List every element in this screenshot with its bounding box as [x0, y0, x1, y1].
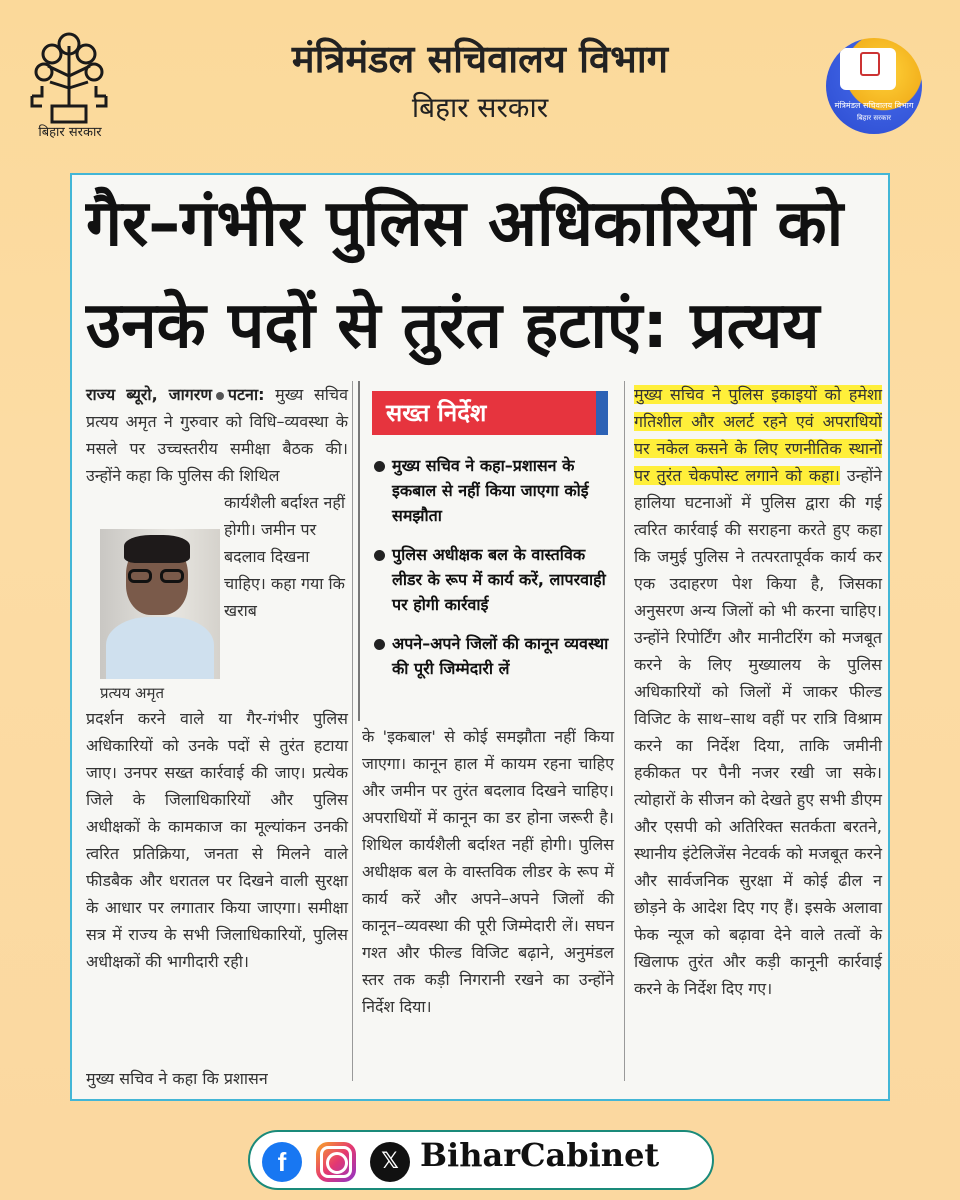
badge-title: मंत्रिमंडल सचिवालय विभाग	[834, 101, 914, 110]
column-1-body: प्रदर्शन करने वाले या गैर-गंभीर पुलिस अधिकारियों को उनके पदों से तुरंत हटाया जाए। उनपर सख्त कार्रवाई की जाए। प्रत्येक जिले के जिलाधिकारियों और पुलिस अधीक्षकों के कामकाज का मूल्यांकन उनकी त्वरित प्रतिक्रिया, जनता से मिलने वाले फीडबैक और धरातल पर दिखने वाली सुरक्षा के आधार पर लगातार किया जाएगा। समीक्षा सत्र में राज्य के सभी जिलाधिकारियों, पुलिस अधीक्षकों की भागीदारी रही।	[86, 709, 348, 971]
lead-text: मुख्य सचिव प्रत्यय अमृत ने गुरुवार को विधि–व्यवस्था के मसले पर उच्चस्तरीय समीक्षा बैठक की। उन्होंने कहा कि पुलिस की शिथिल	[86, 385, 348, 485]
person-photo	[100, 529, 220, 679]
instagram-icon[interactable]	[316, 1142, 356, 1182]
headline-line-2: उनके पदों से तुरंत हटाएं: प्रत्यय	[86, 289, 820, 363]
logo-caption: बिहार सरकार	[38, 125, 102, 140]
column-2-body: के 'इकबाल' से कोई समझौता नहीं किया जाएगा। कानून हाल में कायम रहना चाहिए और जमीन पर तुरंत बदलाव दिखने चाहिए। अपराधियों में कानून का डर होना जरूरी है। शिथिल कार्यशैली बर्दाश्त नहीं होगी। पुलिस अधीक्षक बल के वास्तविक लीडर के रूप में कार्य करें और अपने–अपने जिलों की कानून–व्यवस्था की पूरी जिम्मेदारी लें। सघन गश्त और फील्ड विजिट बढ़ाने, अनुमंडल स्तर तक कड़ी निगरानी रखने का उन्होंने निर्देश दिया।	[362, 727, 614, 1016]
box-bullets	[372, 453, 614, 695]
column-3-text: उन्होंने हालिया घटनाओं में पुलिस द्वारा की गई त्वरित कार्रवाई की सराहना करते हुए कहा कि जमुई पुलिस ने तत्परतापूर्वक कार्य कर एक उदाहरण पेश किया है, जिसका अनुसरण अन्य जिलों को भी करना चाहिए। उन्होंने रिपोर्टिंग और मानीटरिंग को मजबूत करने के लिए मुख्यालय के पुलिस अधिकारियों को जिलों में जाकर फील्ड विजिट के साथ–साथ वहीं पर रात्रि विश्राम करने का निर्देश दिया, ताकि जमीनी हकीकत पर पैनी नजर रखी जा सके। त्योहारों के सीजन को देखते हुए सभी डीएम और एसपी को अतिरिक्त सतर्कता बरतने, स्थानीय इंटेलिजेंस नेटवर्क को मजबूत करने और सार्वजनिक सुरक्षा में कोई ढील न छोड़ने के आदेश दिए गए हैं। इसके अलावा फेक न्यूज को बढ़ावा देने वाले तत्वों के खिलाफ तुरंत और कड़ी कानूनी कार्रवाई करने के निर्देश दिए गए।	[634, 466, 882, 998]
column-3-body	[634, 381, 882, 1002]
highlights-box	[358, 381, 618, 721]
column-1-tail: मुख्य सचिव ने कहा कि प्रशासन	[86, 1069, 268, 1088]
box-title: सख्त निर्देश	[372, 391, 608, 435]
badge-subtitle: बिहार सरकार	[856, 114, 892, 122]
photo-caption: प्रत्यय अमृत	[100, 684, 165, 702]
department-subtitle: बिहार सरकार	[411, 91, 549, 124]
department-badge-logo	[826, 38, 922, 134]
bullet-item: मुख्य सचिव ने कहा–प्रशासन के इकबाल से नहीं किया जाएगा कोई समझौता	[372, 453, 614, 528]
column-1-lead	[86, 381, 348, 489]
facebook-icon[interactable]: f	[262, 1142, 302, 1182]
dateline: पटना:	[227, 385, 265, 404]
emblem-icon	[860, 52, 880, 76]
bullet-item: पुलिस अधीक्षक बल के वास्तविक लीडर के रूप में कार्य करें, लापरवाही पर होगी कार्रवाई	[372, 542, 614, 617]
header	[0, 0, 960, 165]
highlighted-text: मुख्य सचिव ने पुलिस इकाइयों को हमेशा गतिशील और अलर्ट रहने एवं अपराधियों पर नकेल कसने के लिए रणनीतिक स्थानों पर तुरंत चेकपोस्ट लगाने को कहा।	[634, 385, 882, 485]
headline-line-1: गैर–गंभीर पुलिस अधिकारियों को	[86, 187, 844, 261]
x-twitter-icon[interactable]: 𝕏	[370, 1142, 410, 1182]
newspaper-clipping	[70, 173, 890, 1101]
social-footer	[248, 1130, 714, 1190]
byline: राज्य ब्यूरो, जागरण	[86, 385, 212, 404]
department-title: मंत्रिमंडल सचिवालय विभाग	[291, 37, 669, 81]
social-handle[interactable]: BiharCabinet	[420, 1136, 660, 1174]
bullet-item: अपने–अपने जिलों की कानून व्यवस्था की पूरी जिम्मेदारी लें	[372, 631, 614, 681]
column-1-wrap-text: कार्यशैली बर्दाश्त नहीं होगी। जमीन पर बदलाव दिखना चाहिए। कहा गया कि खराब	[224, 493, 345, 620]
